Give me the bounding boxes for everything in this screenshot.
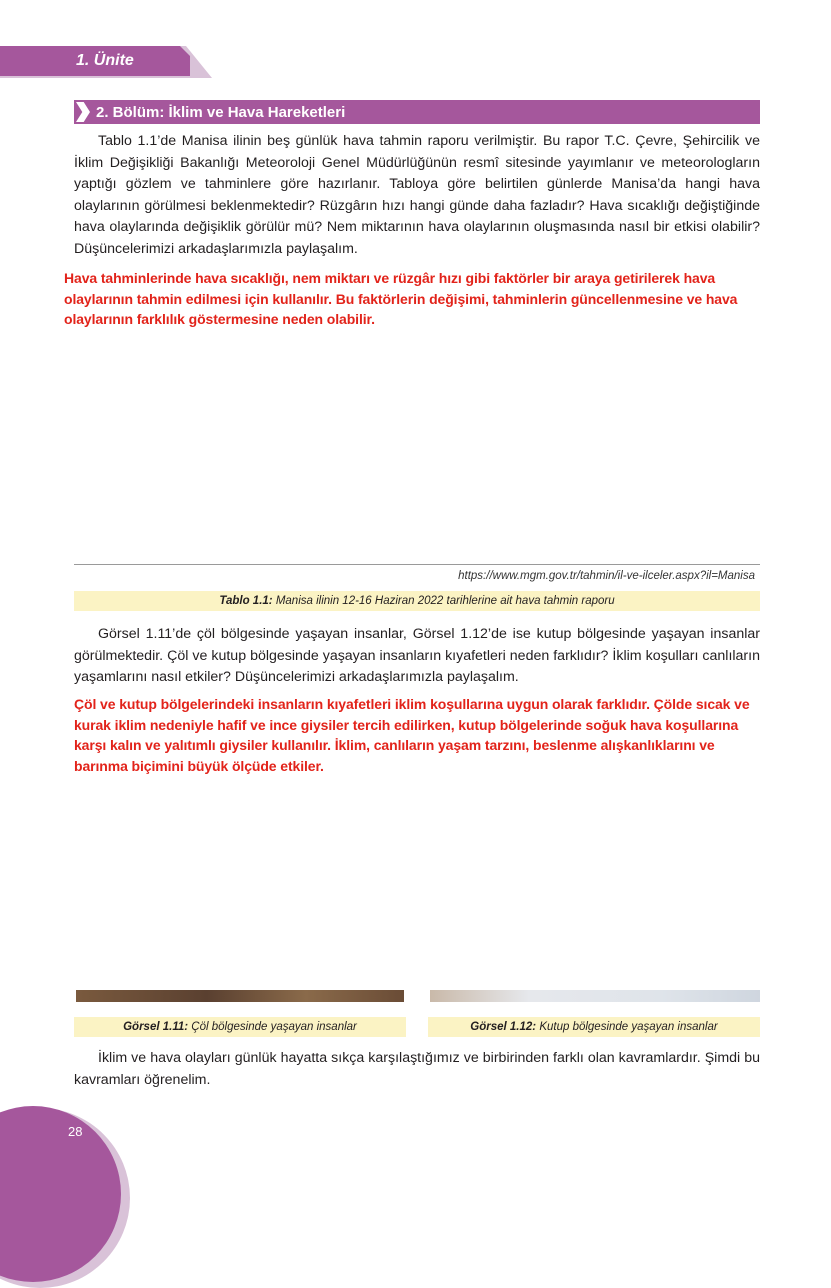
weather-table-image [74,330,760,562]
intro-paragraph: Tablo 1.1’de Manisa ilinin beş günlük hava tahmin raporu verilmiştir. Bu rapor T.C. Çevre, Şehircilik ve İklim Değişikliği Bakanlığı Meteoroloji Genel Müdürlüğünün resmî sitesinde yayımlanır ve meteorologların yaptığı gözlem ve tahminlere göre hazırlanır. Tabloya göre belirtilen günlerde Manisa’da hangi hava olaylarının görülmesi beklenmektedir? Rüzgârın hızı hangi günde daha fazladır? Hava sıcaklığı değiştiğinde hava olaylarında değişiklik görülür mü? Nem miktarının hava olaylarının oluşmasında nasıl bir etkisi olabilir? Düşüncelerimizi arkadaşlarımızla paylaşalım. [74,133,760,257]
desert-people-photo [74,780,406,1002]
closing-paragraph: İklim ve hava olayları günlük hayatta sıkça karşılaştığımız ve birbirinden farklı olan kavramlardır. Şimdi bu kavramları öğrenelim. [74,1050,760,1088]
answer-text-2: Çöl ve kutup bölgelerindeki insanların kıyafetleri iklim koşullarına uygun olarak farklıdır. Çölde sıcak ve kurak iklim nedeniyle hafif ve ince giysiler tercih edilirken, kutup bölgelerinde soğuk hava koşullarına karşı kalın ve yalıtımlı giysiler kullanılır. İklim, canlıların yaşam tarzını, beslenme alışkanlıklarını ve barınma biçimini büyük ölçüde etkiler. [74,696,750,774]
caption-1-12-text: Kutup bölgesinde yaşayan insanlar [536,1021,718,1033]
caption-gorsel-1-11 [74,1017,406,1037]
polar-photo-edge [430,990,760,1002]
second-paragraph: Görsel 1.11’de çöl bölgesinde yaşayan insanlar, Görsel 1.12’de ise kutup bölgesinde yaşayan insanlar görülmektedir. Çöl ve kutup bölgesinde yaşayan insanların kıyafetleri neden farklıdır? İklim koşulları canlıların yaşamlarını nasıl etkiler? Düşüncelerimizi arkadaşlarımızla paylaşalım. [74,626,760,686]
desert-photo-edge [76,990,404,1002]
section-title: 2. Bölüm: İklim ve Hava Hareketleri [96,104,346,121]
caption-1-11-label: Görsel 1.11: [123,1021,189,1033]
table-caption [74,591,760,611]
caption-1-11-text: Çöl bölgesinde yaşayan insanlar [188,1021,357,1033]
caption-gorsel-1-12 [428,1017,760,1037]
unit-label: 1. Ünite [76,52,134,69]
page-number: 28 [68,1124,83,1139]
caption-1-12-label: Görsel 1.12: [470,1021,537,1033]
polar-people-photo [428,780,762,1002]
table-caption-text: Manisa ilinin 12-16 Haziran 2022 tarihlerine ait hava tahmin raporu [272,595,615,607]
table-caption-label: Tablo 1.1: [219,595,273,607]
table-divider [74,564,760,565]
table-source-url: https://www.mgm.gov.tr/tahmin/il-ve-ilceler.aspx?il=Manisa [458,570,755,582]
answer-text-1: Hava tahminlerinde hava sıcaklığı, nem miktarı ve rüzgâr hızı gibi faktörler bir araya getirilerek hava olaylarının tahmin edilmesi için kullanılır. Bu faktörlerin değişimi, tahminlerin güncellenmesine ve hava olaylarının farklılık göstermesine neden olabilir. [64,270,738,327]
